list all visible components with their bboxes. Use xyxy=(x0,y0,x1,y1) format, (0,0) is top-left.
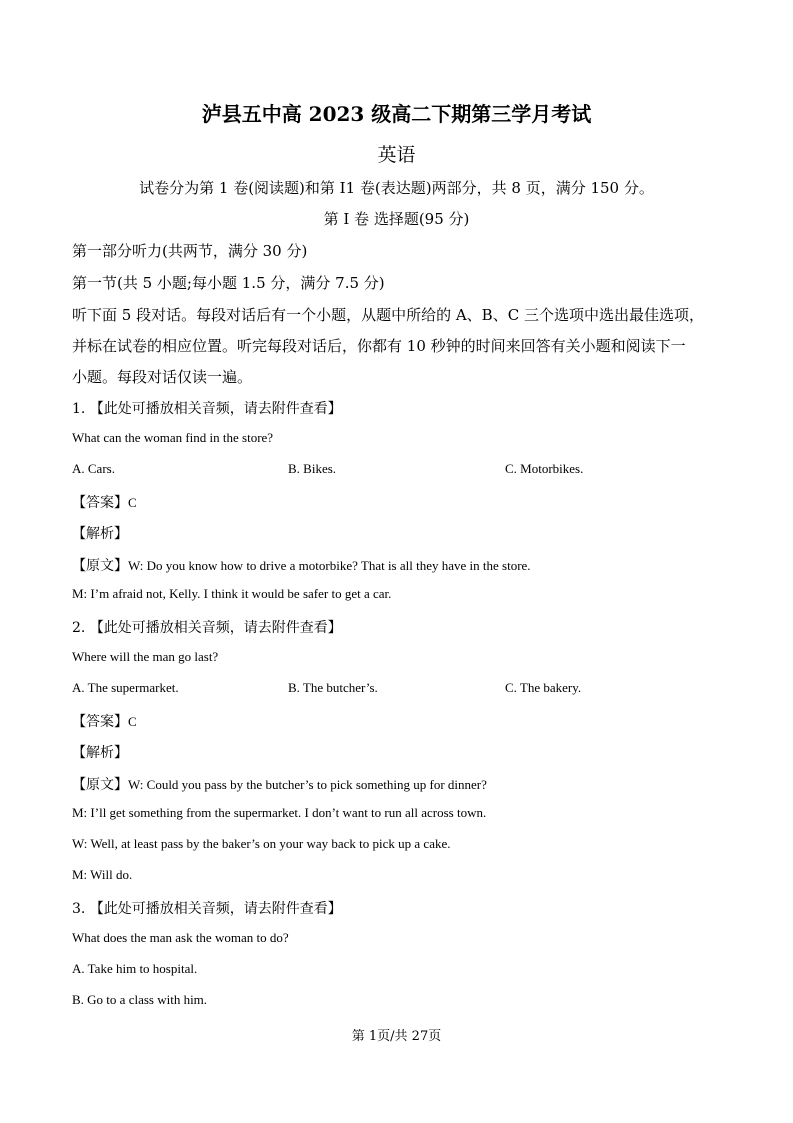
original-label: 【原文】 xyxy=(72,777,128,793)
question-1-option-b: B. Bikes. xyxy=(288,461,337,476)
question-1-transcript-line-1: W: Do you know how to drive a motorbike? That is all they have in the store. xyxy=(128,558,531,573)
question-2-option-b: B. The butcher’s. xyxy=(288,680,378,695)
question-2-option-a: A. The supermarket. xyxy=(72,680,179,695)
original-label: 【原文】 xyxy=(72,558,128,574)
page-footer: 第 1页/共 27页 xyxy=(351,1029,442,1044)
question-1-option-a: A. Cars. xyxy=(72,461,115,476)
question-1-transcript-line-2: M: I’m afraid not, Kelly. I think it would be safer to get a car. xyxy=(72,586,392,601)
part-heading: 第一部分听力(共两节，满分 30 分) xyxy=(72,242,308,260)
question-2-transcript-line-4: M: Will do. xyxy=(72,867,133,882)
subsection-heading: 第一节(共 5 小题;每小题 1.5 分，满分 7.5 分) xyxy=(72,274,385,292)
instructions-line-3: 小题。每段对话仅读一遍。 xyxy=(72,368,253,386)
question-1-transcript-row-1 xyxy=(72,555,531,575)
question-2-header: 2. 【此处可播放相关音频，请去附件查看】 xyxy=(72,620,342,636)
question-1-stem: What can the woman find in the store? xyxy=(72,430,274,445)
question-3-header: 3. 【此处可播放相关音频，请去附件查看】 xyxy=(72,901,342,917)
question-2-answer: C xyxy=(128,714,137,729)
question-2-option-c: C. The bakery. xyxy=(505,680,582,695)
instructions-line-2: 并标在试卷的相应位置。听完每段对话后，你都有 10 秒钟的时间来回答有关小题和阅读下一 xyxy=(72,337,686,355)
question-1-header: 1. 【此处可播放相关音频，请去附件查看】 xyxy=(72,401,342,417)
answer-label: 【答案】 xyxy=(72,714,128,730)
question-2-transcript-line-2: M: I’ll get something from the supermarket. I don’t want to run all across town. xyxy=(72,805,487,820)
instructions-line-1: 听下面 5 段对话。每段对话后有一个小题，从题中所给的 A、B、C 三个选项中选出最佳选项， xyxy=(72,306,704,324)
question-2-stem: Where will the man go last? xyxy=(72,649,219,664)
question-2-transcript-line-1: W: Could you pass by the butcher’s to pick something up for dinner? xyxy=(128,777,487,792)
subject-title: 英语 xyxy=(377,144,416,166)
question-2-transcript-row-1 xyxy=(72,774,487,794)
question-2-answer-row xyxy=(72,711,137,731)
exam-title: 泸县五中高 2023 级高二下期第三学月考试 xyxy=(201,102,592,126)
question-1-answer: C xyxy=(128,495,137,510)
question-3-option-a: A. Take him to hospital. xyxy=(72,961,198,976)
answer-label: 【答案】 xyxy=(72,495,128,511)
question-2-analysis-label: 【解析】 xyxy=(72,745,128,761)
question-3-option-b: B. Go to a class with him. xyxy=(72,992,208,1007)
volume-heading: 第 I 卷 选择题(95 分) xyxy=(323,210,470,228)
question-1-answer-row xyxy=(72,492,137,512)
question-3-stem: What does the man ask the woman to do? xyxy=(72,930,289,945)
question-2-transcript-line-3: W: Well, at least pass by the baker’s on your way back to pick up a cake. xyxy=(72,836,451,851)
exam-intro: 试卷分为第 1 卷(阅读题)和第 I1 卷(表达题)两部分，共 8 页，满分 150 分。 xyxy=(139,179,654,197)
question-1-analysis-label: 【解析】 xyxy=(72,526,128,542)
question-1-option-c: C. Motorbikes. xyxy=(505,461,584,476)
